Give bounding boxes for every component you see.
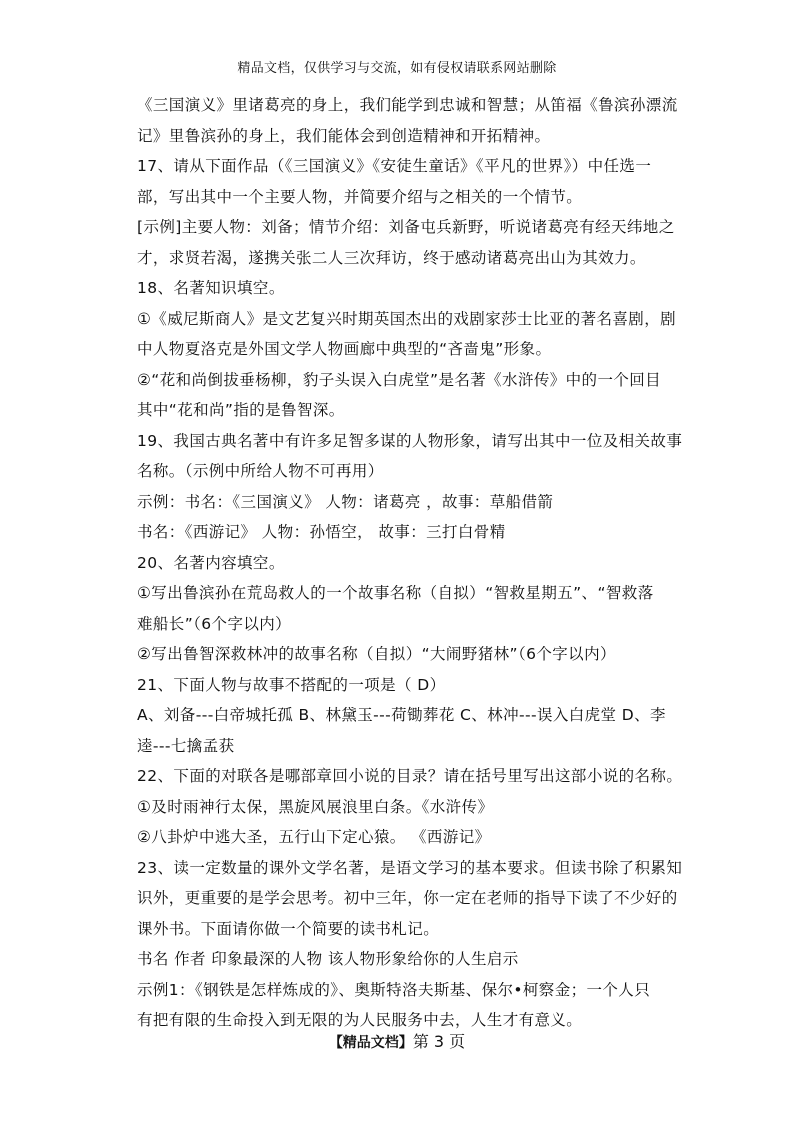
copyright-notice: 精品文档，仅供学习与交流，如有侵权请联系网站删除 [237, 61, 557, 76]
text-line: 其中“花和尚”指的是鲁智深。 [137, 401, 345, 419]
footer-label: 【精品文档】 [328, 1035, 413, 1051]
text-line: 示例：书名：《三国演义》 人物：诸葛亮 ，故事：草船借箭 [137, 492, 554, 511]
text-line: 名称。（示例中所给人物不可再用） [137, 462, 384, 480]
page-footer [0, 1029, 794, 1052]
text-line: 有把有限的生命投入到无限的为人民服务中去，人生才有意义。 [137, 1011, 583, 1029]
text-line: ②写出鲁智深救林冲的故事名称（自拟）“大闹野猪林”（6个字以内） [137, 645, 616, 663]
text-line: 17、请从下面作品（《三国演义》《安徒生童话》《平凡的世界》）中任选一 [137, 157, 652, 175]
text-line: 18、名著知识填空。 [137, 279, 285, 297]
text-line: ①及时雨神行太保，黑旋风展浪里白条。《水浒传》 [137, 797, 494, 816]
text-line: 书名：《西游记》 人物：孙悟空， 故事：三打白骨精 [137, 523, 506, 541]
text-line: 22、下面的对联各是哪部章回小说的目录？请在括号里写出这部小说的名称。 [137, 767, 683, 785]
text-line: 《三国演义》里诸葛亮的身上，我们能学到忠诚和智慧；从笛福《鲁滨孙漂流 [137, 96, 678, 114]
text-line: 19、我国古典名著中有许多足智多谋的人物形象，请写出其中一位及相关故事 [137, 431, 683, 450]
text-line: 识外，更重要的是学会思考。初中三年，你一定在老师的指导下读了不少好的 [137, 889, 678, 907]
text-line: 记》里鲁滨孙的身上，我们能体会到创造精神和开拓精神。 [137, 126, 551, 145]
text-line: 21、下面人物与故事不搭配的一项是（ D） [137, 675, 446, 694]
text-line: 23、读一定数量的课外文学名著，是语文学习的基本要求。但读书除了积累知 [137, 858, 683, 877]
text-line: [示例]主要人物：刘备；情节介绍：刘备屯兵新野，听说诸葛亮有经天纬地之 [137, 218, 675, 236]
text-line: 课外书。下面请你做一个简要的读书札记。 [137, 919, 440, 938]
text-line: ①写出鲁滨孙在荒岛救人的一个故事名称（自拟）“智救星期五”、“智救落 [137, 584, 654, 602]
text-line: 部，写出其中一个主要人物，并简要介绍与之相关的一个情节。 [137, 187, 583, 206]
text-line: ②“花和尚倒拔垂杨柳，豹子头误入白虎堂”是名著《水浒传》中的一个回目 [137, 370, 662, 389]
text-line: 逵---七擒孟获 [137, 736, 235, 755]
text-line: 示例1：《钢铁是怎样炼成的》、奥斯特洛夫斯基、保尔•柯察金；一个人只 [137, 980, 651, 999]
document-body [137, 90, 682, 1036]
text-line: A、刘备---白帝城托孤 B、林黛玉---荷锄葬花 C、林冲---误入白虎堂 D、李 [137, 706, 666, 724]
text-line: 书名 作者 印象最深的人物 该人物形象给你的人生启示 [137, 950, 519, 968]
text-line: 难船长”（6个字以内） [137, 614, 292, 633]
text-line: ①《威尼斯商人》是文艺复兴时期英国杰出的戏剧家莎士比亚的著名喜剧，剧 [137, 309, 676, 328]
text-line: 才，求贤若渴，遂携关张二人三次拜访，终于感动诸葛亮出山为其效力。 [137, 248, 646, 267]
text-line: 20、名著内容填空。 [137, 553, 285, 572]
text-line: ②八卦炉中逃大圣，五行山下定心猿。 《西游记》 [137, 828, 491, 846]
page-number: 第 3 页 [412, 1032, 466, 1051]
text-line: 中人物夏洛克是外国文学人物画廊中典型的“吝啬鬼”形象。 [137, 340, 552, 358]
